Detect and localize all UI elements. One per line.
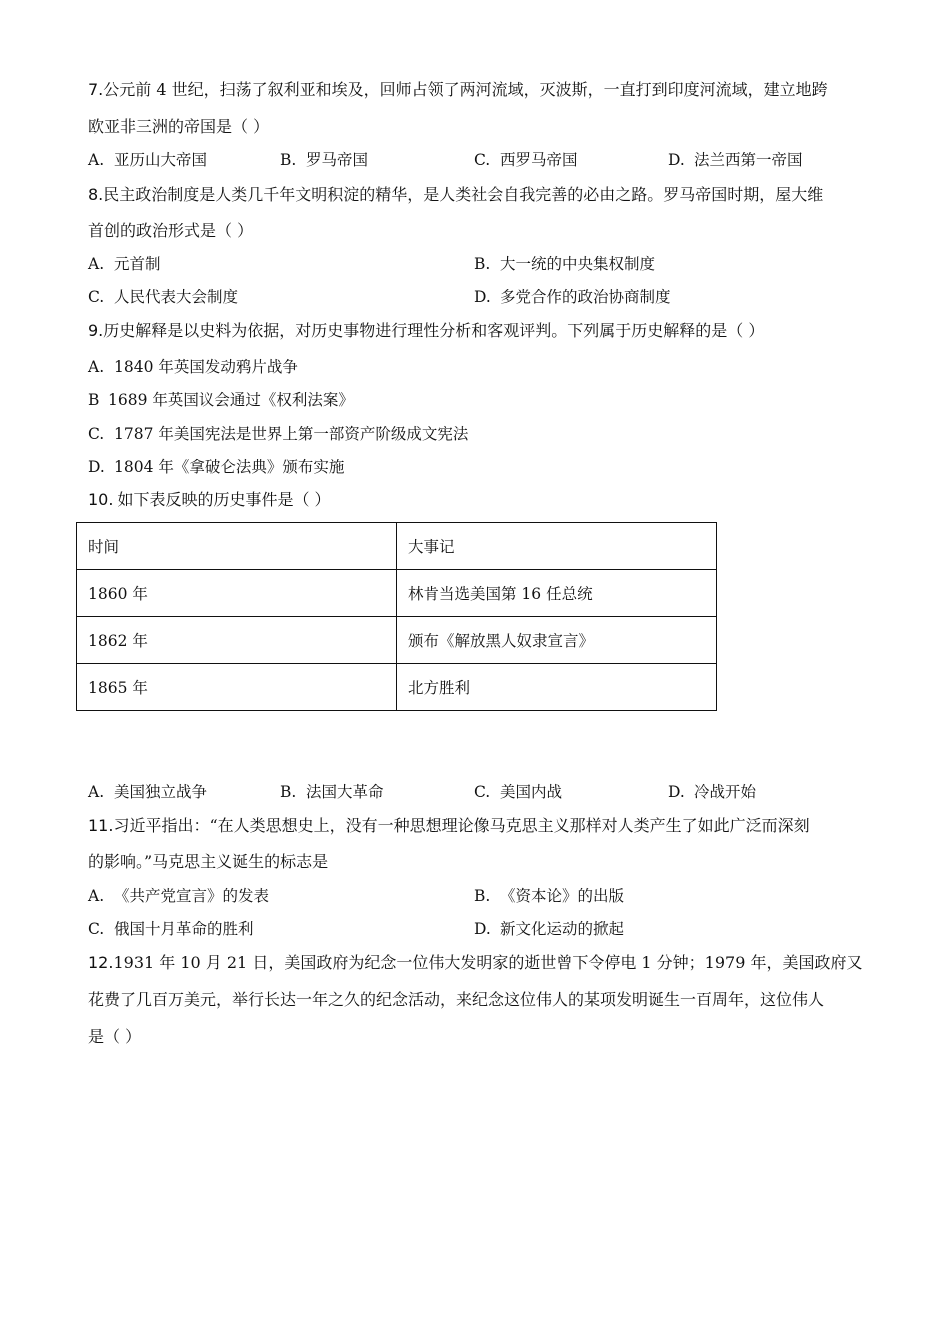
q7-option-c: C. 西罗马帝国	[474, 151, 578, 169]
q8-stem-line2: 首创的政治形式是（ ）	[88, 221, 254, 240]
q8-number: 8.	[88, 185, 104, 204]
table-cell-time: 1860 年	[77, 570, 397, 617]
q7-option-d: D. 法兰西第一帝国	[668, 151, 803, 169]
table-cell-event: 北方胜利	[397, 664, 717, 711]
table-header-time: 时间	[77, 523, 397, 570]
q7-stem-text1: 公元前 4 世纪，扫荡了叙利亚和埃及，回师占领了两河流域，灭波斯，一直打到印度河流域，建立地跨	[103, 80, 828, 99]
q7-option-a: A. 亚历山大帝国	[88, 151, 208, 169]
table-cell-time: 1865 年	[77, 664, 397, 711]
q11-stem-line2: 的影响。”马克思主义诞生的标志是	[88, 852, 329, 871]
q12-number: 12.	[88, 953, 114, 972]
table-header-event: 大事记	[397, 523, 717, 570]
q9-option-d: D. 1804 年《拿破仑法典》颁布实施	[88, 458, 345, 476]
q12-stem-text1: 1931 年 10 月 21 日，美国政府为纪念一位伟大发明家的逝世曾下令停电 1 分钟；1979 年，美国政府又	[113, 953, 863, 972]
table-cell-time: 1862 年	[77, 617, 397, 664]
table-header-row	[77, 523, 717, 570]
q11-option-d: D. 新文化运动的掀起	[474, 920, 625, 938]
q9-option-c: C. 1787 年美国宪法是世界上第一部资产阶级成文宪法	[88, 425, 469, 443]
q9-number: 9.	[88, 321, 104, 340]
q10-stem-line1	[88, 490, 331, 510]
table-row	[77, 664, 717, 711]
q8-option-b: B. 大一统的中央集权制度	[474, 255, 656, 273]
table-cell-event: 林肯当选美国第 16 任总统	[397, 570, 717, 617]
q11-option-b: B. 《资本论》的出版	[474, 887, 625, 905]
q12-stem-line3: 是（ ）	[88, 1027, 142, 1046]
q8-stem-line1	[88, 185, 823, 205]
q11-number: 11.	[88, 816, 114, 835]
q8-option-c: C. 人民代表大会制度	[88, 288, 239, 306]
q11-option-c: C. 俄国十月革命的胜利	[88, 920, 254, 938]
table-row	[77, 570, 717, 617]
q10-option-b: B. 法国大革命	[280, 783, 384, 801]
q7-option-b: B. 罗马帝国	[280, 151, 369, 169]
q10-option-c: C. 美国内战	[474, 783, 563, 801]
table-row	[77, 617, 717, 664]
q10-option-d: D. 冷战开始	[668, 783, 757, 801]
q9-stem-line1	[88, 321, 764, 341]
q11-option-a: A. 《共产党宣言》的发表	[88, 887, 270, 905]
q7-stem-line1	[88, 80, 828, 100]
q7-number: 7.	[88, 80, 104, 99]
events-table	[76, 522, 717, 711]
q8-option-a: A. 元首制	[88, 255, 161, 273]
q9-stem-text1: 历史解释是以史料为依据，对历史事物进行理性分析和客观评判。下列属于历史解释的是（ ）	[103, 321, 765, 340]
table-cell-event: 颁布《解放黑人奴隶宣言》	[397, 617, 717, 664]
q10-stem-text1: 如下表反映的历史事件是（ ）	[117, 490, 331, 509]
q11-stem-text1: 习近平指出：“在人类思想史上，没有一种思想理论像马克思主义那样对人类产生了如此广泛而深刻	[113, 816, 810, 835]
q10-number: 10.	[88, 490, 114, 509]
q7-stem-line2: 欧亚非三洲的帝国是（ ）	[88, 117, 270, 136]
q9-option-a: A. 1840 年英国发动鸦片战争	[88, 358, 298, 376]
q12-stem-line1	[88, 953, 862, 973]
q8-stem-text1: 民主政治制度是人类几千年文明积淀的精华，是人类社会自我完善的必由之路。罗马帝国时期，屋大维	[103, 185, 824, 204]
q12-stem-line2: 花费了几百万美元，举行长达一年之久的纪念活动，来纪念这位伟人的某项发明诞生一百周年，这位伟人	[88, 990, 825, 1009]
q11-stem-line1	[88, 816, 810, 836]
q9-option-b: B 1689 年英国议会通过《权利法案》	[88, 391, 354, 409]
q10-option-a: A. 美国独立战争	[88, 783, 208, 801]
q8-option-d: D. 多党合作的政治协商制度	[474, 288, 671, 306]
